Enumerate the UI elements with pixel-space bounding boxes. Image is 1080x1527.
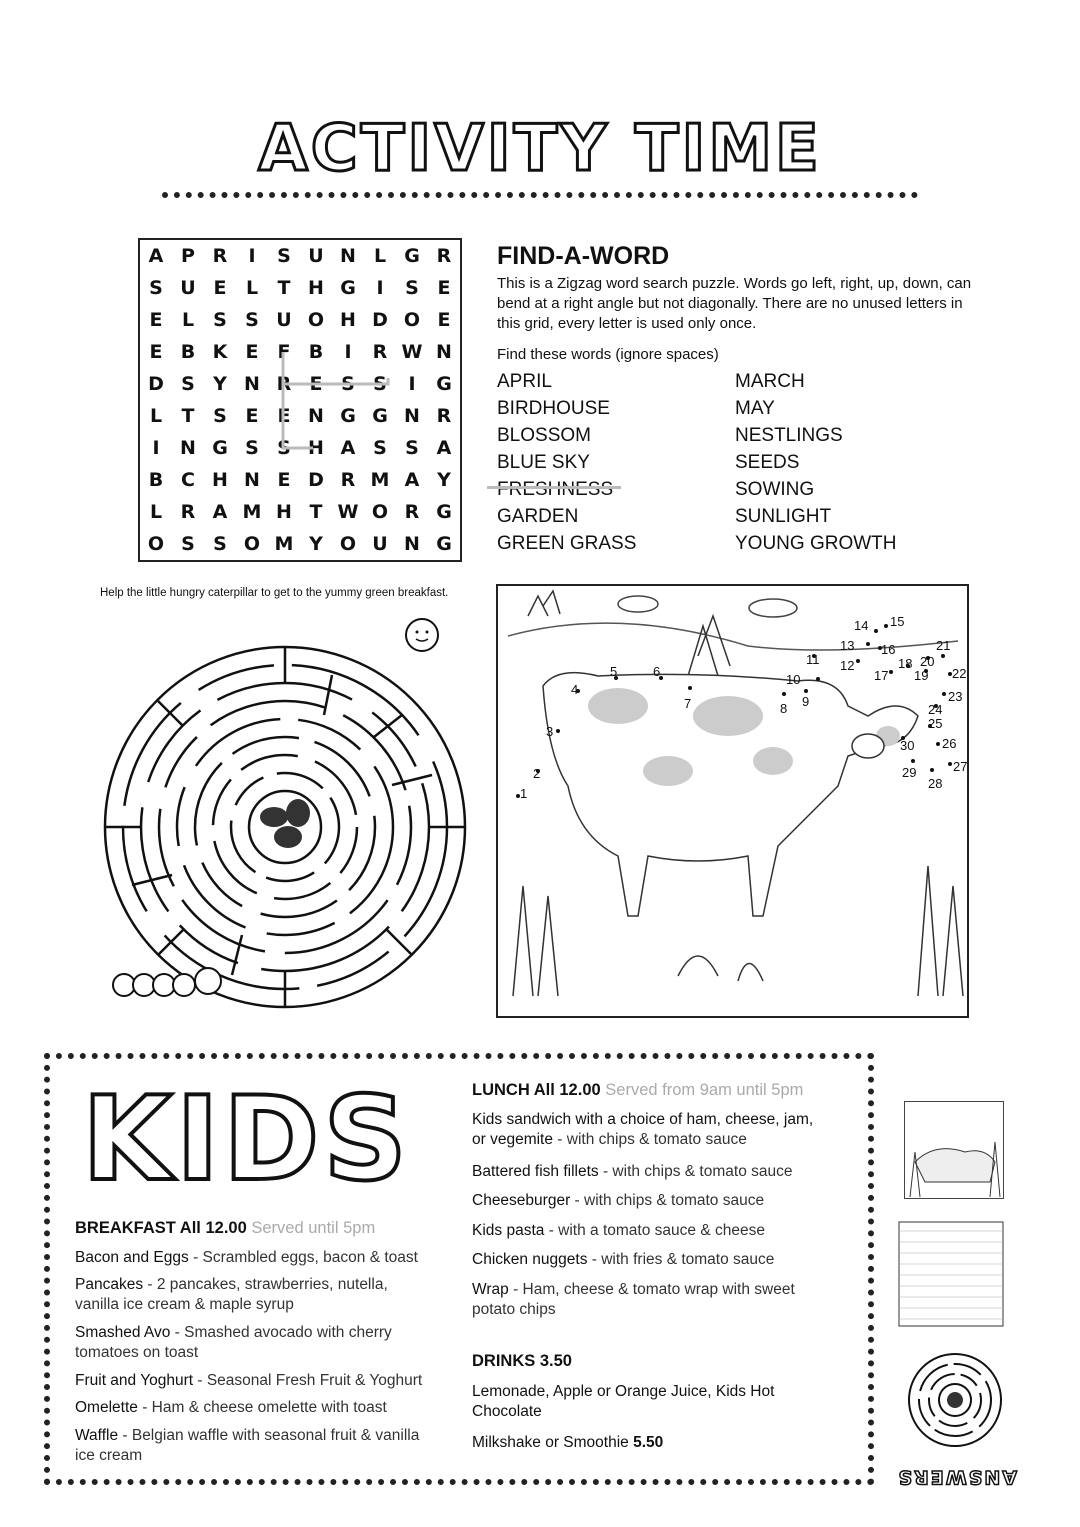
grid-cell: G — [372, 405, 388, 427]
word-list-col2 — [735, 368, 897, 557]
dot-number: 29 — [902, 765, 917, 780]
dot-number: 22 — [952, 666, 967, 681]
answers-label: ANSWERS — [896, 1466, 1017, 1488]
grid-cell: N — [404, 405, 420, 427]
drinks-heading: DRINKS 3.50 — [472, 1352, 572, 1370]
grid-cell: E — [245, 341, 259, 363]
circular-maze-illustration — [92, 605, 477, 1025]
dot-number: 11 — [806, 652, 820, 667]
grid-cell: I — [408, 373, 416, 395]
grid-cell: N — [244, 373, 260, 395]
grid-cell: Y — [437, 469, 451, 491]
find-label: Find these words (ignore spaces) — [497, 346, 719, 363]
drinks-item: Milkshake or Smoothie 5.50 — [472, 1434, 664, 1451]
dot-number: 19 — [914, 668, 929, 683]
grid-cell: R — [436, 405, 452, 427]
lunch-item: Kids pasta - with a tomato sauce & cheese — [472, 1222, 765, 1239]
grid-cell: G — [404, 245, 420, 267]
kids-heading: KIDS — [82, 1072, 411, 1207]
grid-cell: P — [181, 245, 195, 267]
grid-cell: H — [276, 501, 292, 523]
sun-icon — [406, 619, 438, 651]
grid-cell: R — [436, 245, 452, 267]
grid-cell: I — [248, 245, 256, 267]
lunch-note: Served from 9am until 5pm — [605, 1081, 804, 1099]
grid-cell: S — [373, 437, 387, 459]
breakfast-item: Waffle - Belgian waffle with seasonal fruit & vanilla ice cream — [75, 1427, 420, 1464]
grid-cell: E — [309, 373, 323, 395]
dot-number: 26 — [942, 736, 957, 751]
grid-cell: S — [181, 533, 195, 555]
word-item: APRIL — [497, 371, 552, 392]
grid-cell: G — [340, 277, 356, 299]
dot-number: 1 — [520, 786, 528, 801]
grid-cell: R — [276, 373, 292, 395]
dot-number: 28 — [928, 776, 943, 791]
grid-cell: N — [436, 341, 452, 363]
dot-number: 4 — [571, 682, 579, 697]
grid-cell: S — [149, 277, 163, 299]
grid-cell: L — [245, 277, 259, 299]
grid-cell: E — [149, 309, 163, 331]
grid-cell: R — [212, 245, 228, 267]
grid-cell: E — [213, 277, 227, 299]
grid-cell: S — [341, 373, 355, 395]
breakfast-item: Smashed Avo - Smashed avocado with cherry tomatoes on toast — [75, 1324, 392, 1361]
dot-number: 23 — [948, 689, 963, 704]
grid-cell: U — [372, 533, 388, 555]
grid-cell: L — [149, 501, 163, 523]
dot-number: 3 — [546, 724, 554, 739]
lunch-heading — [472, 1081, 803, 1100]
page-title: ACTIVITY TIME — [258, 112, 822, 186]
grid-cell: T — [309, 501, 323, 523]
grid-cell: M — [242, 501, 262, 523]
dot-number: 6 — [653, 664, 661, 679]
word-item: BLOSSOM — [497, 425, 591, 446]
grid-cell: S — [213, 309, 227, 331]
grid-cell: R — [340, 469, 356, 491]
dot-number: 30 — [900, 738, 915, 753]
word-item: NESTLINGS — [735, 425, 843, 446]
grid-cell: F — [277, 341, 291, 363]
dot-number: 16 — [881, 642, 896, 657]
grid-cell: N — [340, 245, 356, 267]
word-item: SOWING — [735, 479, 815, 500]
find-a-word-title: FIND-A-WORD — [497, 242, 670, 270]
grid-cell: E — [277, 469, 291, 491]
dot-number: 25 — [928, 716, 943, 731]
grid-cell: O — [147, 533, 165, 555]
grid-cell: Y — [213, 373, 227, 395]
find-a-word-description: This is a Zigzag word search puzzle. Words go left, right, up, down, can bend at a right angle but not diagonally. There are no unused letters in this grid, every letter is used only once. — [497, 275, 972, 332]
strikethrough-line — [487, 486, 621, 489]
dot-number: 8 — [780, 701, 788, 716]
dot-number: 5 — [610, 664, 618, 679]
grid-cell: E — [277, 405, 291, 427]
dot-number: 13 — [840, 638, 855, 653]
breakfast-heading — [75, 1219, 375, 1238]
breakfast-item: Bacon and Eggs - Scrambled eggs, bacon & toast — [75, 1249, 418, 1266]
answer-thumb-cow — [904, 1101, 1004, 1199]
grid-cell: R — [404, 501, 420, 523]
grid-cell: S — [245, 437, 259, 459]
word-item: MAY — [735, 398, 775, 419]
breakfast-title: BREAKFAST All 12.00 — [75, 1219, 247, 1237]
dot-to-dot-picture — [496, 584, 969, 1018]
dot-number: 7 — [684, 696, 692, 711]
word-search-grid — [138, 238, 462, 562]
grid-cell: C — [181, 469, 195, 491]
grid-cell: O — [371, 501, 389, 523]
word-item: GREEN GRASS — [497, 533, 637, 554]
grid-cell: O — [243, 533, 261, 555]
grid-cell: S — [405, 277, 419, 299]
grid-cell: S — [181, 373, 195, 395]
grid-cell: E — [437, 277, 451, 299]
grid-cell: S — [213, 533, 227, 555]
grid-cell: H — [212, 469, 228, 491]
word-item: GARDEN — [497, 506, 579, 527]
grid-cell: O — [403, 309, 421, 331]
dot-number: 24 — [928, 702, 943, 717]
grid-cell: H — [308, 277, 324, 299]
grid-cell: E — [149, 341, 163, 363]
lunch-title: LUNCH All 12.00 — [472, 1081, 601, 1099]
grid-cell: G — [436, 373, 452, 395]
grid-cell: W — [401, 341, 423, 363]
dot-number: 20 — [920, 654, 935, 669]
grid-cell: H — [340, 309, 356, 331]
grid-cell: B — [180, 341, 196, 363]
grid-cell: T — [277, 277, 291, 299]
grid-cell: A — [212, 501, 228, 523]
grid-cell: R — [180, 501, 196, 523]
grid-cell: D — [148, 373, 164, 395]
dot-number: 18 — [898, 656, 913, 671]
grid-cell: L — [181, 309, 195, 331]
dot-number: 9 — [802, 694, 810, 709]
grid-cell: U — [276, 309, 292, 331]
word-item: SEEDS — [735, 452, 800, 473]
cow-illustration — [498, 586, 969, 1018]
breakfast-item: Fruit and Yoghurt - Seasonal Fresh Fruit & Yoghurt — [75, 1372, 423, 1389]
grid-cell: S — [245, 309, 259, 331]
grid-cell: W — [337, 501, 359, 523]
grid-cell: L — [373, 245, 387, 267]
maze-caption: Help the little hungry caterpillar to get to the yummy green breakfast. — [100, 587, 449, 599]
grid-cell: G — [436, 501, 452, 523]
dot-number: 17 — [874, 668, 889, 683]
grid-cell: S — [277, 245, 291, 267]
grid-cell: E — [245, 405, 259, 427]
lunch-item: Cheeseburger - with chips & tomato sauce — [472, 1192, 765, 1209]
grid-cell: M — [274, 533, 294, 555]
grid-cell: T — [181, 405, 195, 427]
breakfast-item: Pancakes - 2 pancakes, strawberries, nutella, vanilla ice cream & maple syrup — [75, 1276, 388, 1313]
dot-number: 21 — [936, 638, 951, 653]
word-item: BLUE SKY — [497, 452, 590, 473]
grid-cell: G — [212, 437, 228, 459]
lunch-item: Chicken nuggets - with fries & tomato sauce — [472, 1251, 775, 1268]
dot-number: 10 — [786, 672, 801, 687]
grid-cell: S — [213, 405, 227, 427]
grid-cell: A — [436, 437, 452, 459]
grid-cell: O — [339, 533, 357, 555]
dot-number: 15 — [890, 614, 905, 629]
grid-cell: I — [376, 277, 384, 299]
breakfast-note: Served until 5pm — [251, 1219, 376, 1237]
dot-number: 27 — [953, 759, 968, 774]
dot-number: 12 — [840, 658, 855, 673]
drinks-item: Lemonade, Apple or Orange Juice, Kids Hot Chocolate — [472, 1383, 775, 1420]
grid-cell: H — [308, 437, 324, 459]
lunch-item: Kids sandwich with a choice of ham, cheese, jam, or vegemite - with chips & tomato sauce — [472, 1111, 814, 1148]
answer-thumb-maze — [905, 1345, 1005, 1453]
grid-cell: I — [344, 341, 352, 363]
answer-thumb-word-search — [898, 1221, 1004, 1327]
grid-cell: L — [149, 405, 163, 427]
word-item: BIRDHOUSE — [497, 398, 610, 419]
grid-cell: B — [148, 469, 164, 491]
dot-number: 2 — [533, 766, 541, 781]
grid-cell: O — [307, 309, 325, 331]
grid-cell: M — [370, 469, 390, 491]
lunch-item: Battered fish fillets - with chips & tomato sauce — [472, 1163, 793, 1180]
cloud-icon — [618, 596, 797, 617]
grid-cell: N — [308, 405, 324, 427]
word-item: FRESHNESS — [497, 479, 614, 500]
grid-cell: D — [372, 309, 388, 331]
grid-cell: G — [436, 533, 452, 555]
grid-cell: D — [308, 469, 324, 491]
grid-cell: A — [340, 437, 356, 459]
grid-cell: N — [244, 469, 260, 491]
grid-cell: G — [340, 405, 356, 427]
grid-cell: N — [404, 533, 420, 555]
grid-cell: A — [404, 469, 420, 491]
grid-cell: S — [405, 437, 419, 459]
dotted-divider — [162, 192, 918, 198]
grid-cell: R — [372, 341, 388, 363]
grid-cell: I — [152, 437, 160, 459]
lunch-item: Wrap - Ham, cheese & tomato wrap with sweet potato chips — [472, 1281, 795, 1318]
word-item: YOUNG GROWTH — [735, 533, 897, 554]
grid-cell: U — [180, 277, 196, 299]
grid-cell: B — [308, 341, 324, 363]
breakfast-item: Omelette - Ham & cheese omelette with toast — [75, 1399, 387, 1416]
word-item: SUNLIGHT — [735, 506, 832, 527]
grid-cell: S — [277, 437, 291, 459]
grid-cell: S — [373, 373, 387, 395]
grid-cell: K — [212, 341, 228, 363]
grid-cell: Y — [309, 533, 323, 555]
word-list-col1 — [497, 368, 636, 557]
grid-cell: E — [437, 309, 451, 331]
caterpillar-icon — [113, 968, 221, 996]
grid-cell: U — [308, 245, 324, 267]
word-item: MARCH — [735, 371, 805, 392]
dot-number: 14 — [854, 618, 869, 633]
grid-cell: A — [148, 245, 164, 267]
grid-cell: N — [180, 437, 196, 459]
